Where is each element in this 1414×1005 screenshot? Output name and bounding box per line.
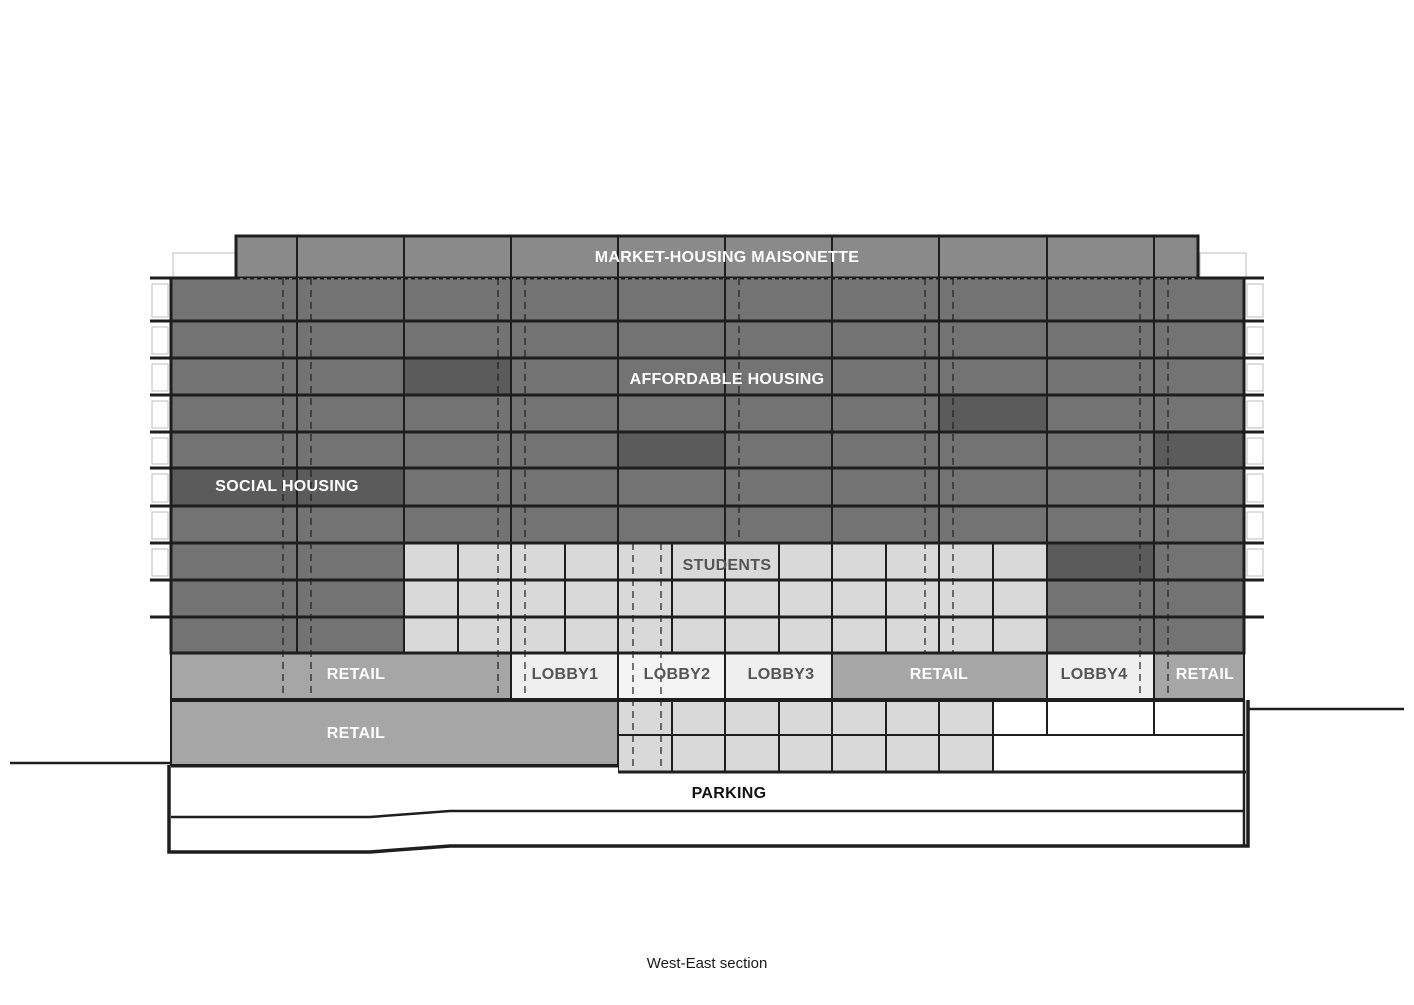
lower-student-unit bbox=[779, 735, 832, 772]
student-unit bbox=[779, 580, 832, 617]
balcony-rail bbox=[152, 364, 168, 391]
lower-student-unit bbox=[886, 701, 939, 735]
label-parking: PARKING bbox=[691, 785, 767, 802]
lower-student-unit bbox=[672, 735, 725, 772]
lower-student-unit bbox=[832, 701, 886, 735]
lower-student-unit bbox=[618, 701, 672, 735]
label-lobby2: LOBBY2 bbox=[643, 666, 711, 683]
balcony-rail bbox=[152, 549, 168, 576]
student-unit bbox=[993, 580, 1047, 617]
student-unit bbox=[565, 543, 618, 580]
student-unit bbox=[672, 617, 725, 653]
balcony-rail bbox=[152, 401, 168, 428]
balcony-rail bbox=[1247, 284, 1263, 317]
student-unit bbox=[939, 617, 993, 653]
balcony-rail bbox=[152, 512, 168, 539]
student-unit bbox=[886, 580, 939, 617]
student-unit bbox=[565, 580, 618, 617]
balcony-rail bbox=[1247, 401, 1263, 428]
student-unit bbox=[404, 543, 458, 580]
label-retail-lower: RETAIL bbox=[326, 725, 386, 742]
student-unit bbox=[618, 617, 672, 653]
balcony-rail bbox=[1247, 438, 1263, 464]
student-unit bbox=[404, 617, 458, 653]
label-lobby3: LOBBY3 bbox=[747, 666, 815, 683]
lower-student-unit bbox=[939, 735, 993, 772]
student-unit bbox=[725, 580, 779, 617]
label-retail-3: RETAIL bbox=[1175, 666, 1235, 683]
lower-student-unit bbox=[672, 701, 725, 735]
balcony-rail bbox=[152, 438, 168, 464]
student-unit bbox=[458, 580, 511, 617]
balcony-rail bbox=[1247, 474, 1263, 502]
student-unit bbox=[832, 580, 886, 617]
retail-lower-unit bbox=[171, 701, 618, 765]
balcony-rail bbox=[1247, 364, 1263, 391]
student-unit bbox=[779, 543, 832, 580]
lower-student-unit bbox=[832, 735, 886, 772]
student-unit bbox=[458, 543, 511, 580]
label-lobby1: LOBBY1 bbox=[531, 666, 599, 683]
student-unit bbox=[886, 617, 939, 653]
student-unit bbox=[832, 617, 886, 653]
label-lobby4: LOBBY4 bbox=[1060, 666, 1128, 683]
lower-student-unit bbox=[939, 701, 993, 735]
balcony-rail bbox=[152, 327, 168, 354]
balcony-right bbox=[1247, 284, 1263, 576]
student-unit bbox=[618, 580, 672, 617]
label-affordable-housing: AFFORDABLE HOUSING bbox=[629, 371, 825, 388]
student-unit bbox=[993, 617, 1047, 653]
label-retail-1: RETAIL bbox=[326, 666, 386, 683]
label-retail-2: RETAIL bbox=[909, 666, 969, 683]
balcony-rail bbox=[1247, 327, 1263, 354]
student-unit bbox=[993, 543, 1047, 580]
balcony-left bbox=[152, 284, 168, 576]
drawing-caption: West-East section bbox=[646, 955, 768, 972]
student-unit bbox=[511, 617, 565, 653]
lower-student-unit bbox=[779, 701, 832, 735]
label-students: STUDENTS bbox=[682, 557, 772, 574]
student-unit bbox=[618, 543, 672, 580]
lower-student-unit bbox=[886, 735, 939, 772]
lower-student-unit bbox=[725, 735, 779, 772]
student-unit bbox=[404, 580, 458, 617]
lower-student-unit bbox=[725, 701, 779, 735]
student-unit bbox=[779, 617, 832, 653]
label-market-housing: MARKET-HOUSING MAISONETTE bbox=[594, 249, 860, 266]
student-unit bbox=[939, 543, 993, 580]
student-unit bbox=[832, 543, 886, 580]
balcony-rail bbox=[152, 284, 168, 317]
student-unit bbox=[886, 543, 939, 580]
balcony-rail bbox=[1247, 512, 1263, 539]
balcony-rail bbox=[152, 474, 168, 502]
lower-students-grid bbox=[618, 701, 993, 772]
student-unit bbox=[725, 617, 779, 653]
lower-student-unit bbox=[618, 735, 672, 772]
label-social-housing: SOCIAL HOUSING bbox=[215, 478, 359, 495]
lower-white-units bbox=[993, 701, 1244, 735]
student-unit bbox=[672, 580, 725, 617]
student-unit bbox=[939, 580, 993, 617]
student-unit bbox=[511, 543, 565, 580]
student-unit bbox=[511, 580, 565, 617]
student-unit bbox=[458, 617, 511, 653]
balcony-rail bbox=[1247, 549, 1263, 576]
student-unit bbox=[565, 617, 618, 653]
